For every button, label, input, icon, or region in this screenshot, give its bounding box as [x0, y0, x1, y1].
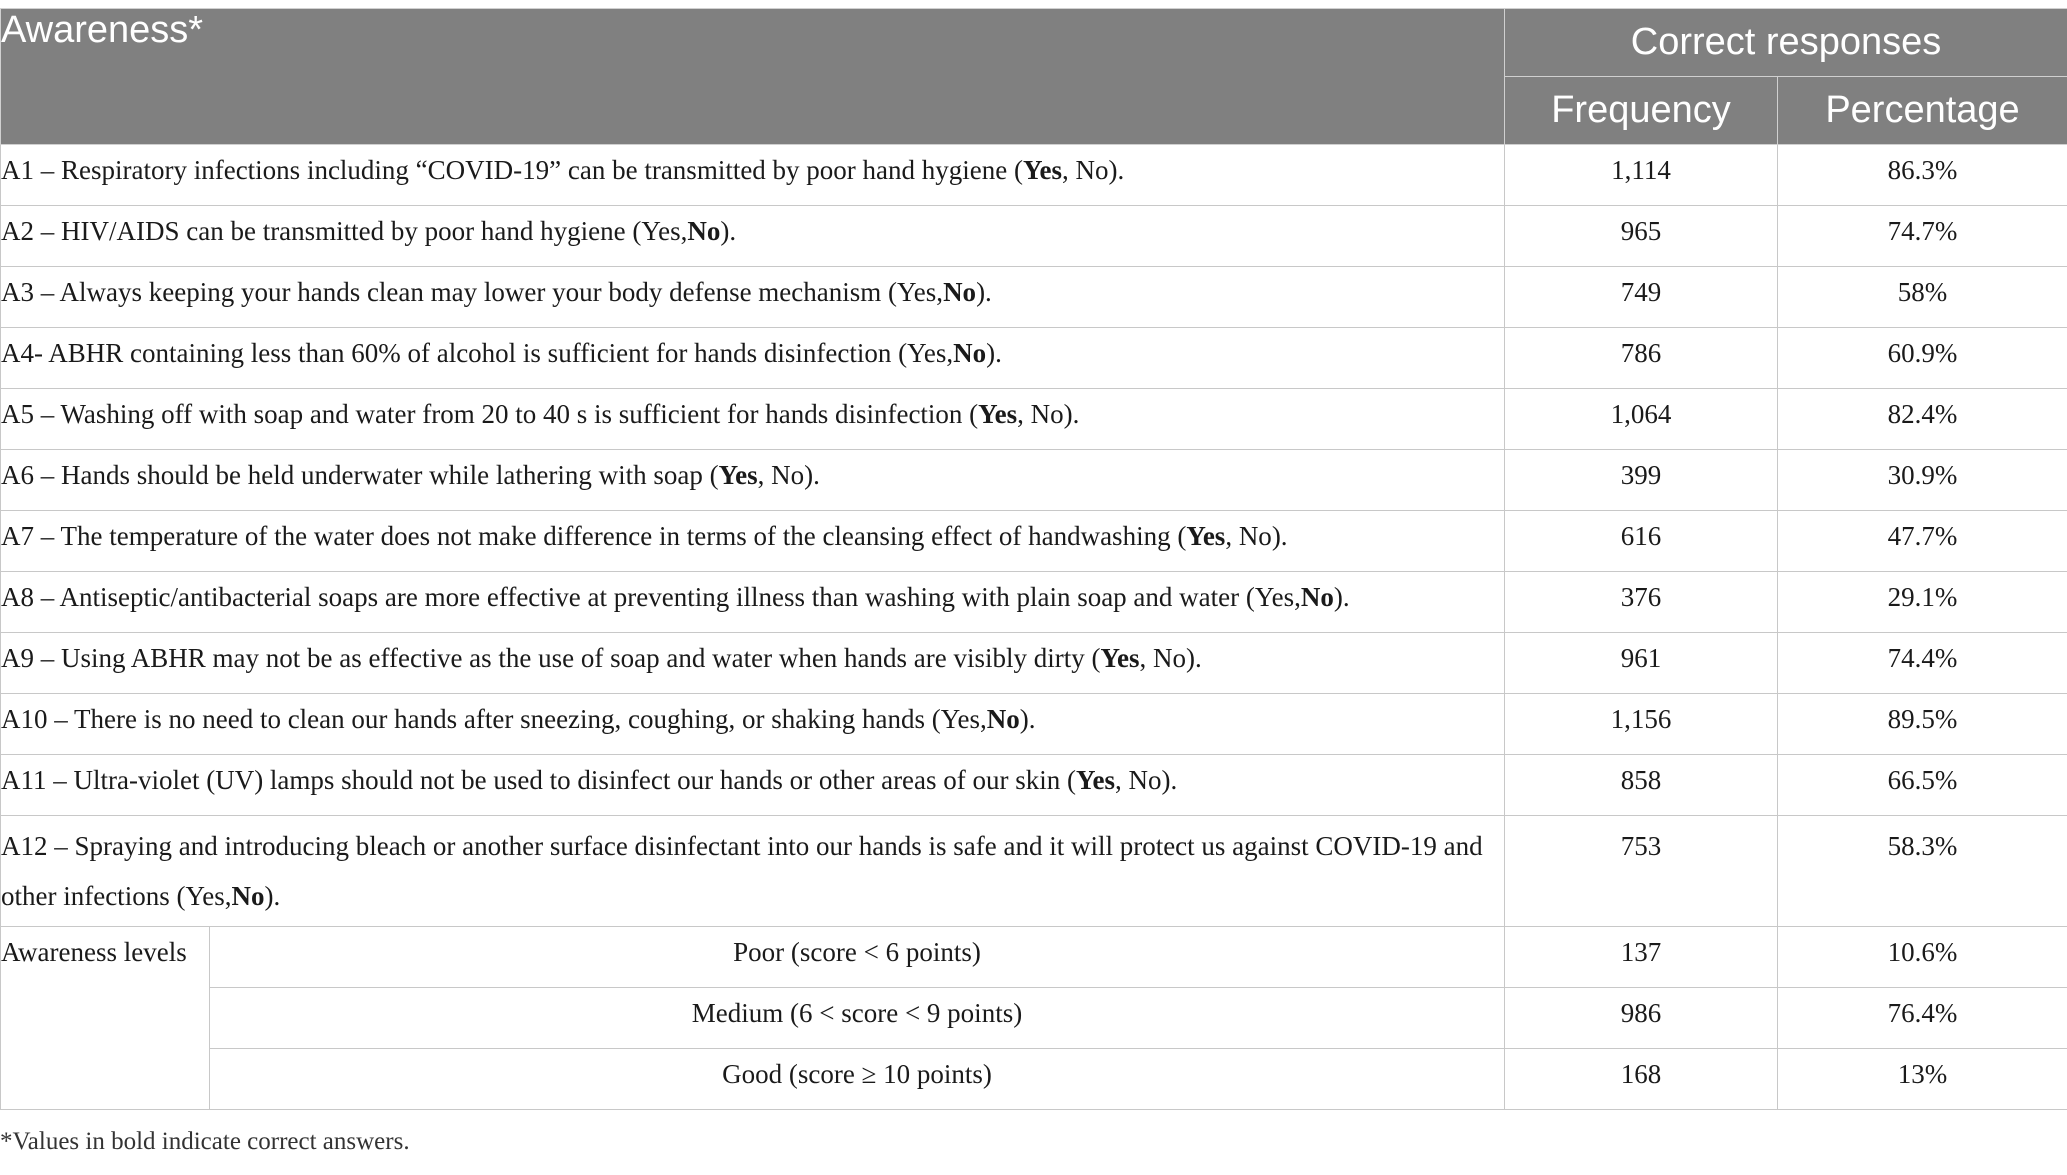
table-row	[1, 572, 2067, 633]
table-row	[1, 206, 2067, 267]
frequency-cell: 786	[1505, 328, 1778, 389]
question-cell: A2 – HIV/AIDS can be transmitted by poor hand hygiene (Yes,No).	[1, 206, 1505, 267]
awareness-levels-label: Awareness levels	[1, 927, 210, 1110]
header-frequency: Frequency	[1505, 77, 1778, 145]
question-cell: A3 – Always keeping your hands clean may lower your body defense mechanism (Yes,No).	[1, 267, 1505, 328]
question-cell: A8 – Antiseptic/antibacterial soaps are more effective at preventing illness than washing with plain soap and water (Yes,No).	[1, 572, 1505, 633]
level-label: Medium (6 < score < 9 points)	[210, 988, 1505, 1049]
frequency-cell: 753	[1505, 816, 1778, 927]
level-row	[1, 988, 2067, 1049]
table-row	[1, 633, 2067, 694]
table-row	[1, 450, 2067, 511]
percentage-cell: 86.3%	[1778, 145, 2067, 206]
percentage-cell: 13%	[1778, 1049, 2067, 1110]
awareness-table	[0, 8, 2067, 1110]
table-row	[1, 755, 2067, 816]
frequency-cell: 1,064	[1505, 389, 1778, 450]
percentage-cell: 47.7%	[1778, 511, 2067, 572]
percentage-cell: 29.1%	[1778, 572, 2067, 633]
level-label: Good (score ≥ 10 points)	[210, 1049, 1505, 1110]
question-cell: A5 – Washing off with soap and water from 20 to 40 s is sufficient for hands disinfection (Yes, No).	[1, 389, 1505, 450]
table-row	[1, 328, 2067, 389]
table-footnote: *Values in bold indicate correct answers.	[0, 1128, 410, 1155]
frequency-cell: 749	[1505, 267, 1778, 328]
table-row	[1, 694, 2067, 755]
table-row	[1, 816, 2067, 927]
table-row	[1, 267, 2067, 328]
frequency-cell: 1,114	[1505, 145, 1778, 206]
percentage-cell: 30.9%	[1778, 450, 2067, 511]
table-row	[1, 145, 2067, 206]
frequency-cell: 616	[1505, 511, 1778, 572]
header-awareness: Awareness*	[1, 9, 1505, 145]
question-cell: A9 – Using ABHR may not be as effective as the use of soap and water when hands are visibly dirty (Yes, No).	[1, 633, 1505, 694]
frequency-cell: 168	[1505, 1049, 1778, 1110]
level-row	[1, 927, 2067, 988]
level-row	[1, 1049, 2067, 1110]
percentage-cell: 76.4%	[1778, 988, 2067, 1049]
percentage-cell: 82.4%	[1778, 389, 2067, 450]
percentage-cell: 74.4%	[1778, 633, 2067, 694]
table-row	[1, 389, 2067, 450]
percentage-cell: 66.5%	[1778, 755, 2067, 816]
percentage-cell: 74.7%	[1778, 206, 2067, 267]
frequency-cell: 1,156	[1505, 694, 1778, 755]
frequency-cell: 965	[1505, 206, 1778, 267]
question-cell: A7 – The temperature of the water does not make difference in terms of the cleansing effect of handwashing (Yes, No).	[1, 511, 1505, 572]
frequency-cell: 399	[1505, 450, 1778, 511]
question-cell: A4- ABHR containing less than 60% of alcohol is sufficient for hands disinfection (Yes,No).	[1, 328, 1505, 389]
question-cell: A1 – Respiratory infections including “COVID-19” can be transmitted by poor hand hygiene (Yes, No).	[1, 145, 1505, 206]
frequency-cell: 858	[1505, 755, 1778, 816]
percentage-cell: 10.6%	[1778, 927, 2067, 988]
frequency-cell: 986	[1505, 988, 1778, 1049]
percentage-cell: 58.3%	[1778, 816, 2067, 927]
question-cell: A10 – There is no need to clean our hands after sneezing, coughing, or shaking hands (Yes,No).	[1, 694, 1505, 755]
percentage-cell: 89.5%	[1778, 694, 2067, 755]
percentage-cell: 58%	[1778, 267, 2067, 328]
frequency-cell: 961	[1505, 633, 1778, 694]
percentage-cell: 60.9%	[1778, 328, 2067, 389]
frequency-cell: 137	[1505, 927, 1778, 988]
level-label: Poor (score < 6 points)	[210, 927, 1505, 988]
frequency-cell: 376	[1505, 572, 1778, 633]
header-percentage: Percentage	[1778, 77, 2067, 145]
header-row-1	[1, 9, 2067, 77]
question-cell: A6 – Hands should be held underwater while lathering with soap (Yes, No).	[1, 450, 1505, 511]
header-correct-responses: Correct responses	[1505, 9, 2067, 77]
question-cell: A12 – Spraying and introducing bleach or another surface disinfectant into our hands is safe and it will protect us against COVID-19 and other infections (Yes,No).	[1, 816, 1505, 927]
table-row	[1, 511, 2067, 572]
question-cell: A11 – Ultra-violet (UV) lamps should not be used to disinfect our hands or other areas of our skin (Yes, No).	[1, 755, 1505, 816]
